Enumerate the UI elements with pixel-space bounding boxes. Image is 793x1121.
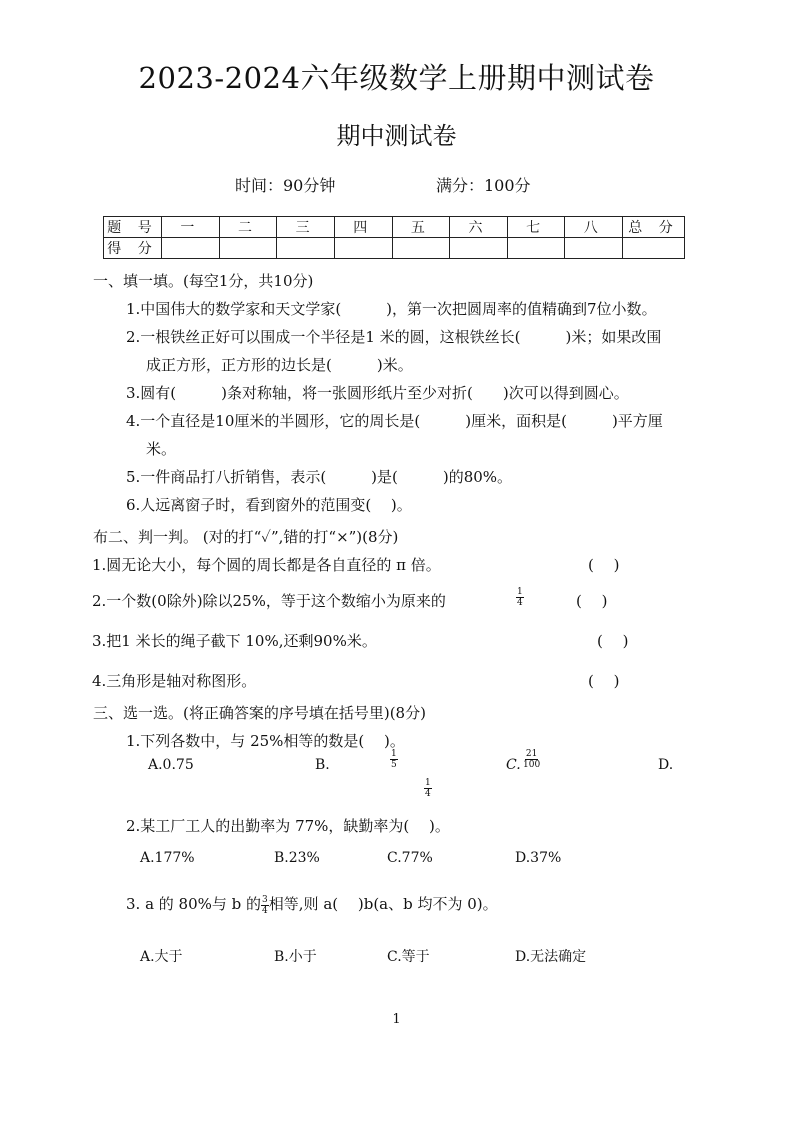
score-cell-total[interactable] — [623, 238, 685, 259]
section2-question-2: 2.一个数(0除外)除以25%，等于这个数缩小为原来的 — [92, 592, 446, 610]
section3-heading: 三、选一选。(将正确答案的序号填在括号里)(8分) — [93, 704, 426, 722]
section3-question-2: 2.某工厂工人的出勤率为 77%，缺勤率为( )。 — [126, 817, 450, 835]
section3-q3-option-d[interactable]: D.无法确定 — [515, 949, 587, 965]
section2-question-1: 1.圆无论大小，每个圆的周长都是各自直径的 π 倍。 — [92, 556, 441, 574]
fraction-denominator: 4 — [517, 598, 523, 608]
score-table-score-row — [104, 238, 685, 259]
section3-q3-option-c[interactable]: C.等于 — [387, 949, 430, 965]
section3-question-3-pre: 3. a 的 80%与 b 的 — [126, 895, 262, 913]
header-cell-5: 五 — [392, 217, 450, 238]
section2-question-3: 3.把1 米长的绳子截下 10%,还剩90%米。 — [92, 632, 377, 650]
fraction-denominator: 4 — [425, 789, 431, 799]
fraction-numerator: 21 — [525, 749, 538, 759]
score-cell[interactable] — [565, 238, 623, 259]
header-cell-3: 三 — [277, 217, 335, 238]
section1-question-6: 6.人远离窗子时，看到窗外的范围变( )。 — [126, 496, 412, 514]
section3-q1-option-a[interactable]: A.0.75 — [148, 757, 194, 773]
section3-q1-option-b[interactable]: B. — [315, 757, 330, 773]
section2-question-2-fraction — [516, 587, 524, 608]
section3-q2-option-a[interactable]: A.177% — [140, 850, 195, 866]
exam-full-score: 满分：100分 — [436, 176, 531, 195]
page-number: 1 — [392, 1012, 401, 1027]
section2-heading: 布二、判一判。 (对的打“✓”,错的打“×”)(8分) — [93, 528, 399, 546]
score-cell[interactable] — [450, 238, 508, 259]
header-cell-7: 七 — [507, 217, 565, 238]
exam-time: 时间：90分钟 — [235, 176, 336, 195]
fraction-numerator: 1 — [425, 778, 431, 788]
header-cell-4: 四 — [334, 217, 392, 238]
section2-answer-paren-1[interactable]: ( ) — [588, 556, 620, 574]
section2-answer-paren-4[interactable]: ( ) — [588, 672, 620, 690]
document-subtitle: 期中测试卷 — [336, 122, 457, 150]
section3-question-3 — [126, 893, 498, 916]
fraction-numerator: 1 — [517, 587, 523, 597]
section3-q1-option-c[interactable]: C. — [506, 757, 521, 773]
section3-q1-option-c-fraction — [522, 749, 541, 770]
score-cell[interactable] — [334, 238, 392, 259]
section1-question-2-line1: 2.一根铁丝正好可以围成一个半径是1 米的圆，这根铁丝长( )米；如果改围 — [126, 328, 662, 346]
fraction-denominator: 4 — [262, 905, 268, 916]
section3-q3-option-b[interactable]: B.小于 — [274, 949, 317, 965]
score-cell[interactable] — [162, 238, 220, 259]
section2-question-4: 4.三角形是轴对称图形。 — [92, 672, 257, 690]
section3-question-3-post: 相等,则 a( )b(a、b 均不为 0)。 — [268, 895, 498, 913]
section3-q2-option-d[interactable]: D.37% — [515, 850, 562, 866]
fraction-denominator: 5 — [391, 760, 397, 770]
section1-heading: 一、填一填。(每空1分，共10分) — [93, 272, 314, 290]
score-row-label: 得 分 — [104, 238, 162, 259]
section3-q1-option-b-fraction — [390, 749, 398, 770]
header-cell-1: 一 — [162, 217, 220, 238]
section1-question-3: 3.圆有( )条对称轴，将一张圆形纸片至少对折( )次可以得到圆心。 — [126, 384, 629, 402]
score-cell[interactable] — [392, 238, 450, 259]
header-cell-6: 六 — [450, 217, 508, 238]
fraction-numerator: 1 — [391, 749, 397, 759]
section3-question-1: 1.下列各数中，与 25%相等的数是( )。 — [126, 732, 405, 750]
section3-q1-option-d[interactable]: D. — [658, 757, 674, 773]
section1-question-4-line2: 米。 — [146, 440, 177, 458]
fraction-numerator: 3 — [262, 894, 268, 905]
section2-answer-paren-2[interactable]: ( ) — [576, 592, 608, 610]
header-cell-total: 总 分 — [623, 217, 685, 238]
section1-question-2-line2: 成正方形，正方形的边长是( )米。 — [146, 356, 413, 374]
section1-question-4-line1: 4.一个直径是10厘米的半圆形，它的周长是( )厘米，面积是( )平方厘 — [126, 412, 663, 430]
score-cell[interactable] — [507, 238, 565, 259]
section3-q3-option-a[interactable]: A.大于 — [140, 949, 183, 965]
section3-question-3-fraction — [261, 895, 269, 916]
score-cell[interactable] — [219, 238, 277, 259]
section3-q2-option-b[interactable]: B.23% — [274, 850, 320, 866]
score-table — [103, 216, 685, 259]
section3-q1-option-d-fraction — [424, 778, 432, 799]
section3-q2-option-c[interactable]: C.77% — [387, 850, 433, 866]
header-cell-8: 八 — [565, 217, 623, 238]
header-cell-label: 题 号 — [104, 217, 162, 238]
fraction-denominator: 100 — [523, 760, 541, 770]
score-table-header-row — [104, 217, 685, 238]
document-title: 2023-2024六年级数学上册期中测试卷 — [138, 61, 655, 95]
section2-answer-paren-3[interactable]: ( ) — [597, 632, 629, 650]
section1-question-5: 5.一件商品打八折销售，表示( )是( )的80%。 — [126, 468, 513, 486]
header-cell-2: 二 — [219, 217, 277, 238]
score-cell[interactable] — [277, 238, 335, 259]
section1-question-1: 1.中国伟大的数学家和天文学家( )，第一次把圆周率的值精确到7位小数。 — [126, 300, 657, 318]
